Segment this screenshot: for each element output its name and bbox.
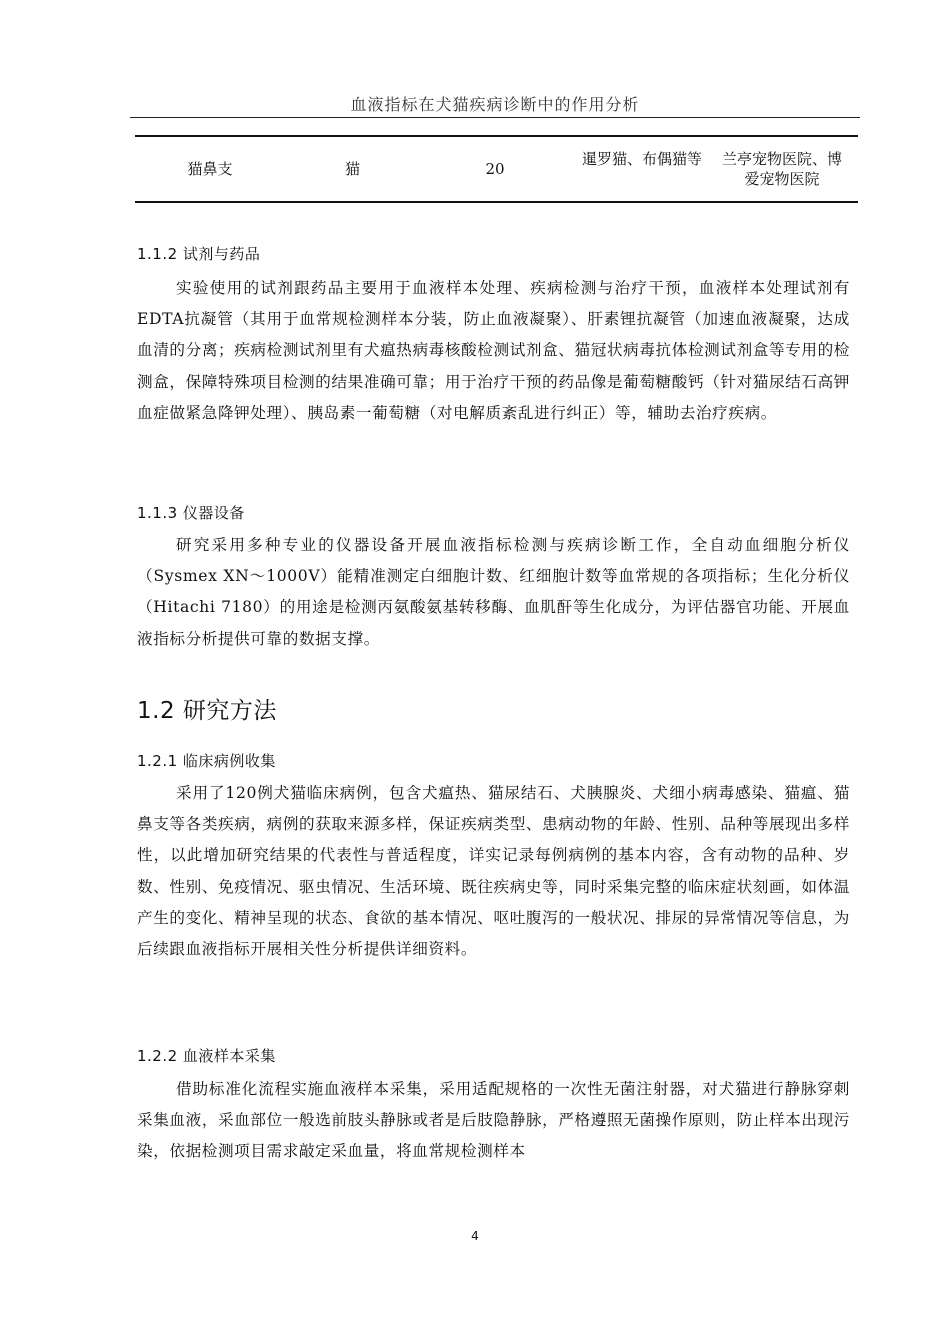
table-bottom-rule: [135, 201, 858, 203]
section-text-case-collection: 采用了120例犬猫临床病例，包含犬瘟热、猫尿结石、犬胰腺炎、犬细小病毒感染、猫瘟、猫鼻支等各类疾病，病例的获取来源多样，保证疾病类型、患病动物的年龄、性别、品种等展现出多样性，以此增加研究结果的代表性与普适程度，详实记录每例病例的基本内容，含有动物的品种、岁数、性别、免疫情况、驱虫情况、生活环境、既往疾病史等，同时采集完整的临床症状刻画，如体温产生的变化、精神呈现的状态、食欲的基本情况、呕吐腹泻的一般状况、排尿的异常情况等信息，为后续跟血液指标开展相关性分析提供详细资料。: [137, 784, 850, 959]
section-text-blood-sampling: 借助标准化流程实施血液样本采集，采用适配规格的一次性无菌注射器，对犬猫进行静脉穿刺采集血液，采血部位一般选前肢头静脉或者是后肢隐静脉，严格遵照无菌操作原则，防止样本出现污染，依据检测项目需求敲定采血量，将血常规检测样本: [137, 1080, 850, 1161]
section-heading-1-2: 1.2 研究方法: [137, 698, 277, 724]
table-top-rule: [135, 135, 858, 137]
table-cell-breeds: 暹罗猫、布偶猫等: [581, 150, 702, 168]
section-text-instruments: 研究采用多种专业的仪器设备开展血液指标检测与疾病诊断工作，全自动血细胞分析仪（Sysmex XN～1000V）能精准测定白细胞计数、红细胞计数等血常规的各项指标；生化分析仪（Hitachi 7180）的用途是检测丙氨酸氨基转移酶、血肌酐等生化成分，为评估器官功能、开展血液指标分析提供可靠的数据支撑。: [137, 536, 850, 648]
table-cell-species: 猫: [344, 160, 360, 178]
section-heading-1-1-2: 1.1.2 试剂与药品: [137, 245, 261, 263]
section-heading-1-2-2: 1.2.2 血液样本采集: [137, 1047, 276, 1065]
section-text-reagents: 实验使用的试剂跟药品主要用于血液样本处理、疾病检测与治疗干预，血液样本处理试剂有EDTA抗凝管（其用于血常规检测样本分装，防止血液凝聚）、肝素锂抗凝管（加速血液凝聚，达成血清的分离；疾病检测试剂里有犬瘟热病毒核酸检测试剂盒、猫冠状病毒抗体检测试剂盒等专用的检测盒，保障特殊项目检测的结果准确可靠；用于治疗干预的药品像是葡萄糖酸钙（针对猫尿结石高钾血症做紧急降钾处理）、胰岛素一葡萄糖（对电解质紊乱进行纠正）等，辅助去治疗疾病。: [137, 279, 850, 422]
section-heading-1-2-1: 1.2.1 临床病例收集: [137, 752, 276, 770]
section-heading-1-1-3: 1.1.3 仪器设备: [137, 504, 245, 522]
page-number: 4: [471, 1229, 479, 1243]
running-header: 血液指标在犬猫疾病诊断中的作用分析: [350, 95, 640, 114]
table-cell-sources: 兰亭宠物医院、博爱宠物医院: [722, 150, 843, 188]
table-cell-disease: 猫鼻支: [187, 160, 233, 178]
header-rule: [130, 117, 860, 118]
table-cell-count: 20: [485, 160, 505, 178]
